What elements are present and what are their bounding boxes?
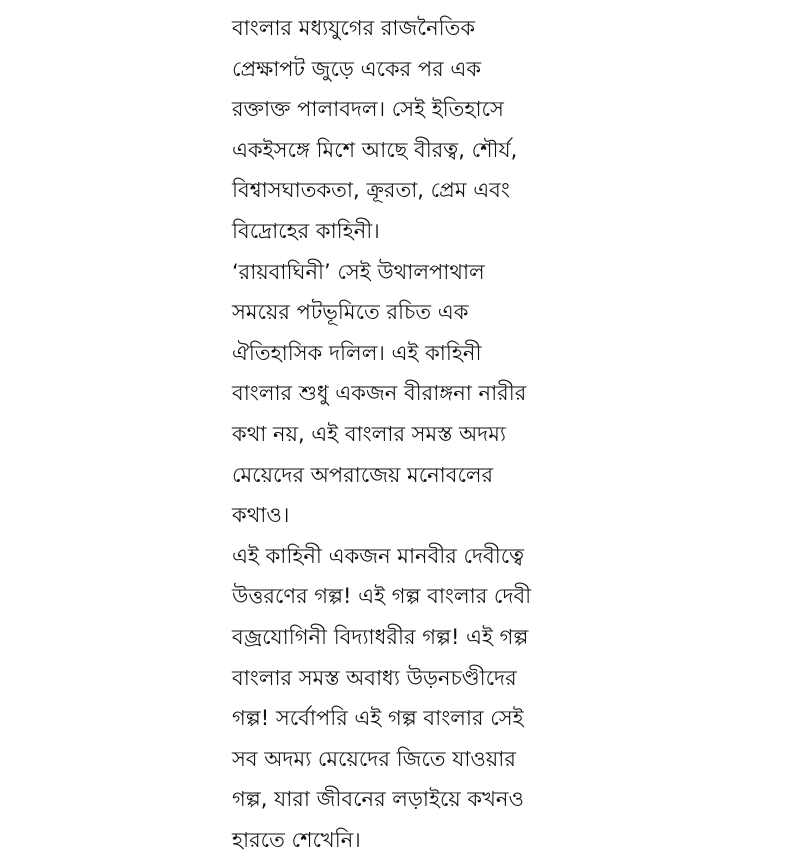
text-line: প্রেক্ষাপট জুড়ে একের পর এক <box>232 56 482 81</box>
text-line: বাংলার সমস্ত অবাধ্য উড়নচণ্ডীদের <box>232 665 517 690</box>
text-line: কথা নয়, এই বাংলার সমস্ত অদম্য <box>232 421 506 446</box>
text-line: এই কাহিনী একজন মানবীর দেবীত্বে <box>232 543 525 568</box>
text-line: গল্প, যারা জীবনের লড়াইয়ে কখনও <box>232 787 524 812</box>
text-line: রক্তাক্ত পালাবদল। সেই ইতিহাসে <box>232 97 504 122</box>
text-line: বাংলার মধ্যযুগের রাজনৈতিক <box>232 16 476 40</box>
text-line: উত্তরণের গল্প! এই গল্প বাংলার দেবী <box>232 584 532 609</box>
text-line: ঐতিহাসিক দলিল। এই কাহিনী <box>232 340 482 365</box>
text-line: বিদ্রোহের কাহিনী। <box>232 218 380 243</box>
paragraph-raibaghini <box>232 252 582 536</box>
text-line: হারতে শেখেনি। <box>232 827 361 852</box>
text-line: কথাও। <box>232 503 290 528</box>
text-body <box>232 8 582 860</box>
text-line: ‘রায়বাঘিনী’ সেই উথালপাথাল <box>232 259 485 284</box>
paragraph-intro <box>232 8 582 252</box>
text-line: একইসঙ্গে মিশে আছে বীরত্ব, শৌর্য, <box>232 137 518 162</box>
paragraph-story <box>232 536 582 860</box>
text-line: বাংলার শুধু একজন বীরাঙ্গনা নারীর <box>232 381 527 406</box>
text-line: বিশ্বাসঘাতকতা, ক্রূরতা, প্রেম এবং <box>232 178 510 203</box>
text-line: গল্প! সর্বোপরি এই গল্প বাংলার সেই <box>232 706 524 731</box>
text-line: বজ্রযোগিনী বিদ্যাধরীর গল্প! এই গল্প <box>232 624 529 649</box>
text-line: সব অদম্য মেয়েদের জিতে যাওয়ার <box>232 746 516 771</box>
text-line: মেয়েদের অপরাজেয় মনোবলের <box>232 462 494 487</box>
text-line: সময়ের পটভূমিতে রচিত এক <box>232 300 469 325</box>
